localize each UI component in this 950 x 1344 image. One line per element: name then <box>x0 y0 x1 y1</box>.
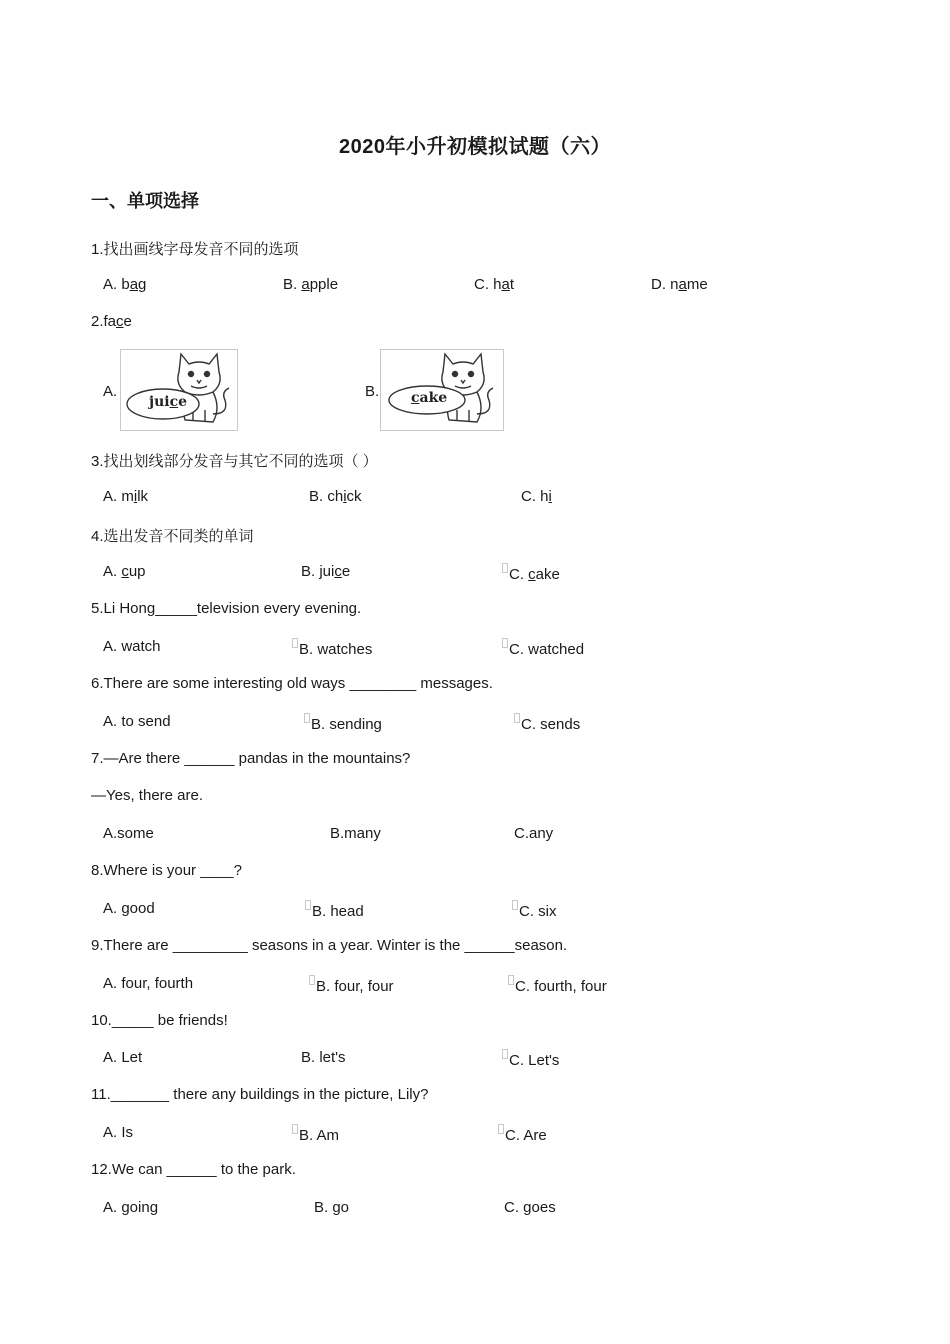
question-2-option-b-label[interactable]: B. <box>365 383 380 400</box>
question-4-option-c[interactable]: C. cake <box>502 563 560 583</box>
question-10-option-b[interactable]: B. let's <box>301 1049 346 1066</box>
question-8-option-b[interactable]: B. head <box>305 900 364 920</box>
question-1-option-a[interactable]: A. bag <box>103 276 147 293</box>
question-12-option-b[interactable]: B. go <box>314 1199 350 1216</box>
question-5-option-b[interactable]: B. watches <box>292 638 372 658</box>
question-6-option-c[interactable]: C. sends <box>514 713 580 733</box>
cake-word: cake <box>411 390 448 406</box>
question-11-stem: 11._______ there any buildings in the picture, Lily? <box>91 1086 429 1103</box>
anchor-marker-icon <box>304 713 310 723</box>
question-2-option-a-label[interactable]: A. <box>103 383 118 400</box>
question-4-stem: 4.选出发音不同类的单词 <box>91 528 254 545</box>
question-10-option-c[interactable]: C. Let's <box>502 1049 559 1069</box>
question-6-option-a[interactable]: A. to send <box>103 713 171 730</box>
question-6-option-b[interactable]: B. sending <box>304 713 382 733</box>
question-10-option-a[interactable]: A. Let <box>103 1049 143 1066</box>
question-8-option-c[interactable]: C. six <box>512 900 557 920</box>
question-5-option-a[interactable]: A. watch <box>103 638 161 655</box>
question-9-option-b[interactable]: B. four, four <box>309 975 394 995</box>
question-7-option-b[interactable]: B.many <box>330 825 381 842</box>
question-9-stem: 9.There are _________ seasons in a year. Winter is the ______season. <box>91 937 568 954</box>
question-1-option-c[interactable]: C. hat <box>474 276 515 293</box>
question-4-option-b[interactable]: B. juice <box>301 563 351 580</box>
anchor-marker-icon <box>514 713 520 723</box>
question-1-option-d[interactable]: D. name <box>651 276 708 293</box>
anchor-marker-icon <box>502 563 508 573</box>
question-1-stem: 1.找出画线字母发音不同的选项 <box>91 241 299 258</box>
page-title: 2020年小升初模拟试题（六） <box>339 136 611 158</box>
cat-juice-illustration-icon <box>121 350 237 430</box>
anchor-marker-icon <box>292 1124 298 1134</box>
question-5-option-c[interactable]: C. watched <box>502 638 584 658</box>
question-11-option-a[interactable]: A. Is <box>103 1124 134 1141</box>
question-3-stem: 3.找出划线部分发音与其它不同的选项（ ） <box>91 453 378 470</box>
question-8-option-a[interactable]: A. good <box>103 900 155 917</box>
question-11-option-c[interactable]: C. Are <box>498 1124 547 1144</box>
question-1-option-b[interactable]: B. apple <box>283 276 339 293</box>
anchor-marker-icon <box>512 900 518 910</box>
question-7-option-a[interactable]: A.some <box>103 825 154 842</box>
question-3-option-a[interactable]: A. milk <box>103 488 149 505</box>
anchor-marker-icon <box>305 900 311 910</box>
question-9-option-a[interactable]: A. four, fourth <box>103 975 194 992</box>
question-3-option-b[interactable]: B. chick <box>309 488 362 505</box>
question-3-option-c[interactable]: C. hi <box>521 488 552 505</box>
anchor-marker-icon <box>508 975 514 985</box>
question-8-stem: 8.Where is your ____? <box>91 862 242 879</box>
question-7-stem-response: —Yes, there are. <box>91 787 204 804</box>
question-2-image-a[interactable] <box>120 349 238 431</box>
anchor-marker-icon <box>309 975 315 985</box>
question-6-stem: 6.There are some interesting old ways ________ messages. <box>91 675 493 692</box>
question-12-option-a[interactable]: A. going <box>103 1199 159 1216</box>
anchor-marker-icon <box>292 638 298 648</box>
question-7-option-c[interactable]: C.any <box>514 825 554 842</box>
question-2-image-b[interactable] <box>380 349 504 431</box>
question-11-option-b[interactable]: B. Am <box>292 1124 339 1144</box>
section-heading: 一、单项选择 <box>91 191 199 211</box>
anchor-marker-icon <box>502 1049 508 1059</box>
question-7-stem: 7.—Are there ______ pandas in the mountains? <box>91 750 411 767</box>
question-4-option-a[interactable]: A. cup <box>103 563 146 580</box>
anchor-marker-icon <box>498 1124 504 1134</box>
question-10-stem: 10._____ be friends! <box>91 1012 228 1029</box>
question-2-stem: 2.face <box>91 313 132 330</box>
juice-word: juice <box>149 394 188 410</box>
question-12-stem: 12.We can ______ to the park. <box>91 1161 296 1178</box>
anchor-marker-icon <box>502 638 508 648</box>
question-12-option-c[interactable]: C. goes <box>504 1199 556 1216</box>
question-5-stem: 5.Li Hong_____television every evening. <box>91 600 362 617</box>
question-9-option-c[interactable]: C. fourth, four <box>508 975 607 995</box>
